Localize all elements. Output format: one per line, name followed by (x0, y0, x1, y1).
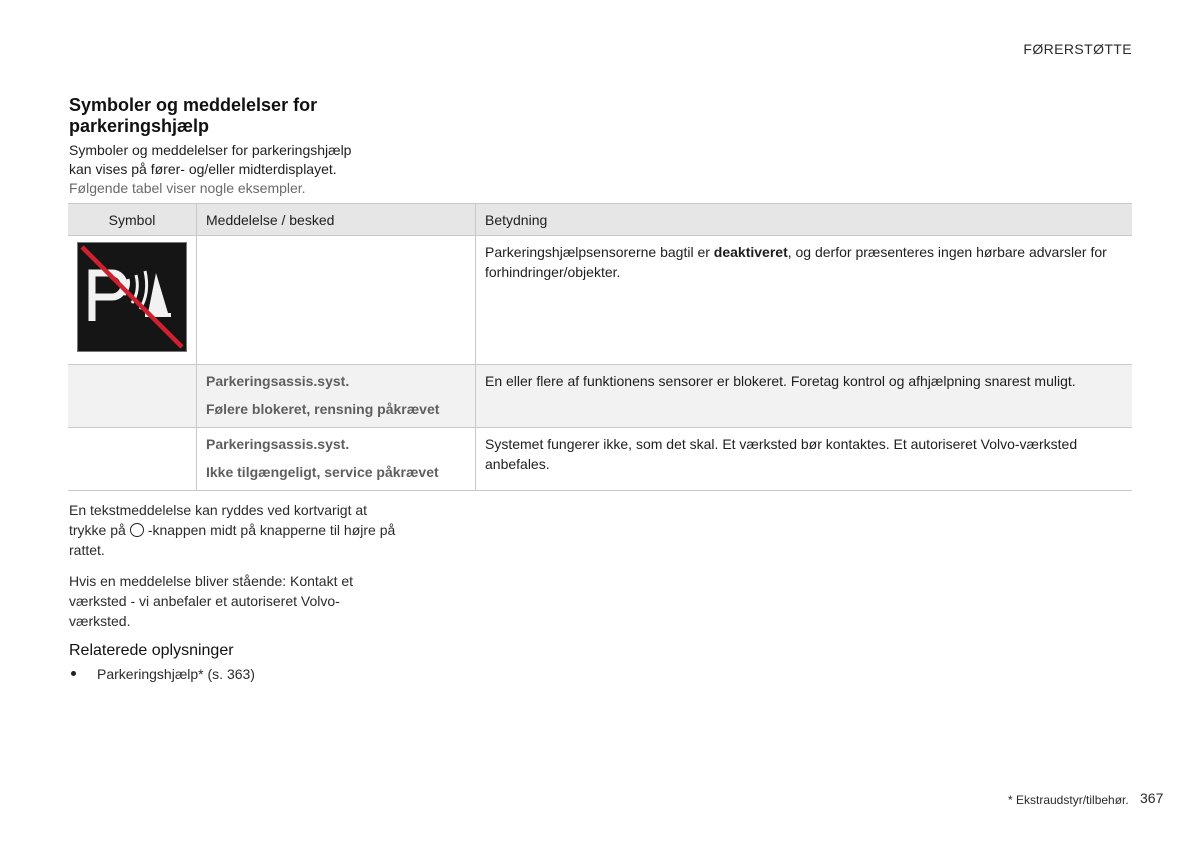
intro-text (69, 141, 399, 198)
intro-line-1: Symboler og meddelelser for parkeringshjælp (69, 142, 352, 158)
symbols-table (68, 203, 1132, 491)
message-cell (197, 236, 476, 365)
message-detail: Følere blokeret, rensning påkrævet (206, 401, 440, 417)
header-meaning: Betydning (476, 204, 1133, 236)
table-row (68, 428, 1132, 491)
meaning-cell (476, 428, 1133, 491)
meaning-text: Systemet fungerer ikke, som det skal. Et værksted bør kontaktes. Et autoriseret Volvo-værksted anbefales. (485, 436, 1078, 472)
meaning-cell (476, 236, 1133, 365)
page-title: Symboler og meddelelser for parkeringshjælp (69, 95, 318, 136)
intro-line-2: kan vises på fører- og/eller midterdisplayet. (69, 161, 337, 177)
table-row (68, 365, 1132, 428)
clear-message-note (69, 500, 399, 560)
message-cell (197, 365, 476, 428)
meaning-text-rest: , og derfor præsenteres ingen hørbare advarsler for forhindringer/objekter. (485, 244, 1107, 280)
note-text-rest: -knappen midt på knapperne til højre på rattet. (69, 522, 396, 558)
meaning-emphasis: deaktiveret (713, 244, 788, 260)
meaning-text: Parkeringshjælpsensorerne bagtil er (485, 244, 714, 260)
meaning-cell (476, 365, 1133, 428)
header-symbol: Symbol (68, 204, 197, 236)
footnote: * Ekstraudstyr/tilbehør. (1008, 793, 1129, 807)
related-info-list (69, 664, 255, 684)
circle-button-icon (130, 523, 144, 537)
related-info-title: Relaterede oplysninger (69, 642, 234, 659)
message-title: Parkeringsassis.syst. (206, 436, 350, 452)
symbol-cell (68, 236, 197, 365)
note-text: En tekstmeddelelse kan ryddes ved kortvarigt at trykke på (69, 502, 368, 538)
page-number: 367 (1140, 790, 1164, 806)
table-row (68, 236, 1132, 365)
message-title: Parkeringsassis.syst. (206, 373, 350, 389)
symbol-cell (68, 365, 197, 428)
parking-assist-disabled-icon (77, 242, 187, 352)
message-detail: Ikke tilgængeligt, service påkrævet (206, 464, 439, 480)
persistent-message-note: Hvis en meddelelse bliver stående: Kontakt et værksted - vi anbefaler et autoriseret Volvo-værksted. (69, 573, 354, 629)
related-link[interactable]: Parkeringshjælp* (s. 363) (69, 664, 255, 684)
intro-line-3: Følgende tabel viser nogle eksempler. (69, 180, 306, 196)
section-header: FØRERSTØTTE (1023, 41, 1132, 57)
table-header-row (68, 204, 1132, 236)
header-message: Meddelelse / besked (197, 204, 476, 236)
meaning-text: En eller flere af funktionens sensorer er blokeret. Foretag kontrol og afhjælpning snarest muligt. (485, 373, 1076, 389)
symbol-cell (68, 428, 197, 491)
message-cell (197, 428, 476, 491)
